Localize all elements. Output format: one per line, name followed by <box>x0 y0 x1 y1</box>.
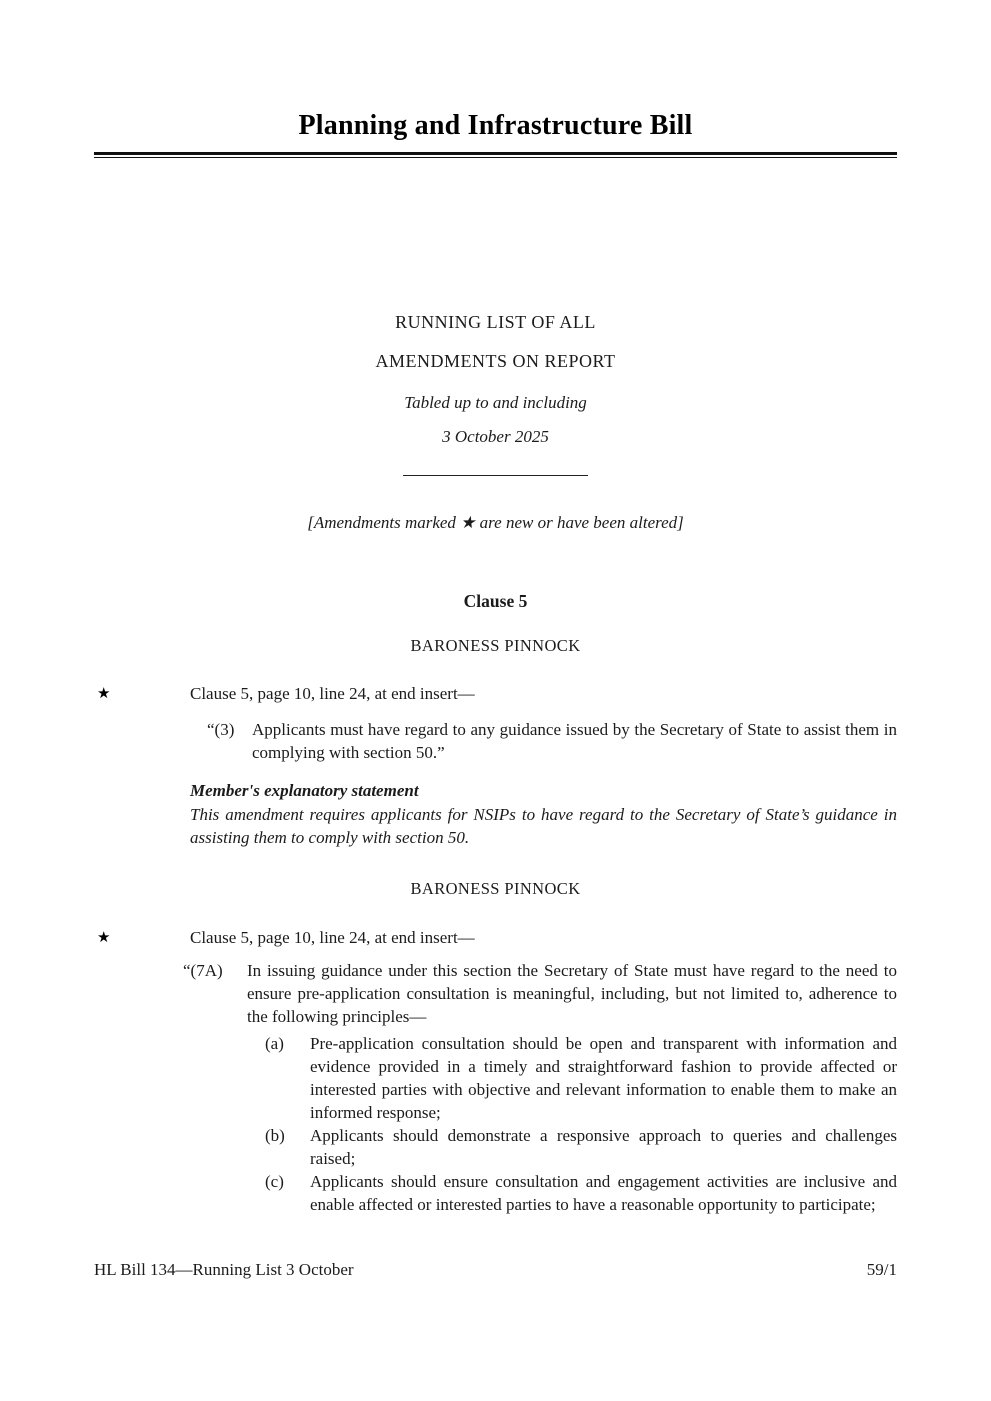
amendment-2 <box>94 879 897 1216</box>
new-amendment-star-icon: ★ <box>97 930 111 946</box>
provision-text: Applicants must have regard to any guidance issued by the Secretary of State to assist them in complying with section 50.” <box>252 720 897 762</box>
running-list-heading-line2: AMENDMENTS ON REPORT <box>375 351 616 371</box>
footer-bill-reference: HL Bill 134—Running List 3 October <box>94 1260 354 1279</box>
clause-heading: Clause 5 <box>463 591 528 611</box>
tabled-date: 3 October 2025 <box>442 427 549 446</box>
subitem-number: (a) <box>265 1034 284 1053</box>
running-list-heading-line1: RUNNING LIST OF ALL <box>395 312 596 332</box>
page-footer <box>94 1258 897 1281</box>
provision-number: “(7A) <box>183 961 223 980</box>
amendment-2-subitem-b <box>265 1124 897 1170</box>
explanatory-statement-text: This amendment requires applicants for NSIPs to have regard to the Secretary of State’s guidance in assisting them to comply with section 50. <box>190 805 897 847</box>
subitem-text: Applicants should ensure consultation and engagement activities are inclusive and enable affected or interested parties to have a reasonable opportunity to participate; <box>310 1172 897 1214</box>
section-divider <box>403 475 588 476</box>
amendment-2-proposer: BARONESS PINNOCK <box>410 879 581 898</box>
subitem-text: Pre-application consultation should be open and transparent with information and evidence provided in a timely and straightforward fashion to provide affected or interested parties with objective and relevant information to enable them to make an informed response; <box>310 1034 897 1122</box>
amendment-2-lead-text: Clause 5, page 10, line 24, at end insert— <box>190 928 475 947</box>
footer-page-number: 59/1 <box>866 1260 897 1279</box>
provision-text: In issuing guidance under this section the Secretary of State must have regard to the need to ensure pre-application consultation is meaningful, including, but not limited to, adherence to the following principles— <box>247 961 897 1026</box>
tabled-up-to-line: Tabled up to and including <box>404 393 587 412</box>
provision-number: “(3) <box>207 720 235 739</box>
amendment-2-lead <box>97 926 897 949</box>
subitem-number: (c) <box>265 1172 284 1191</box>
amendment-1-lead <box>97 682 897 705</box>
subitem-number: (b) <box>265 1126 285 1145</box>
subitem-text: Applicants should demonstrate a responsive approach to queries and challenges raised; <box>310 1126 897 1168</box>
amendments-marked-note: [Amendments marked ★ are new or have been altered] <box>307 513 684 532</box>
amendment-1 <box>94 636 897 849</box>
explanatory-statement-heading: Member's explanatory statement <box>190 781 419 800</box>
amendment-2-provision <box>183 959 897 1028</box>
amendment-1-proposer: BARONESS PINNOCK <box>410 636 581 655</box>
bill-title: Planning and Infrastructure Bill <box>298 110 693 141</box>
bill-header <box>0 0 991 158</box>
title-divider <box>94 152 897 158</box>
new-amendment-star-icon: ★ <box>97 686 111 702</box>
amendment-1-lead-text: Clause 5, page 10, line 24, at end insert— <box>190 684 475 703</box>
front-matter <box>94 310 897 612</box>
amendment-2-subitem-c <box>265 1170 897 1216</box>
amendment-2-subitem-a <box>265 1032 897 1124</box>
amendment-1-provision <box>207 718 897 764</box>
